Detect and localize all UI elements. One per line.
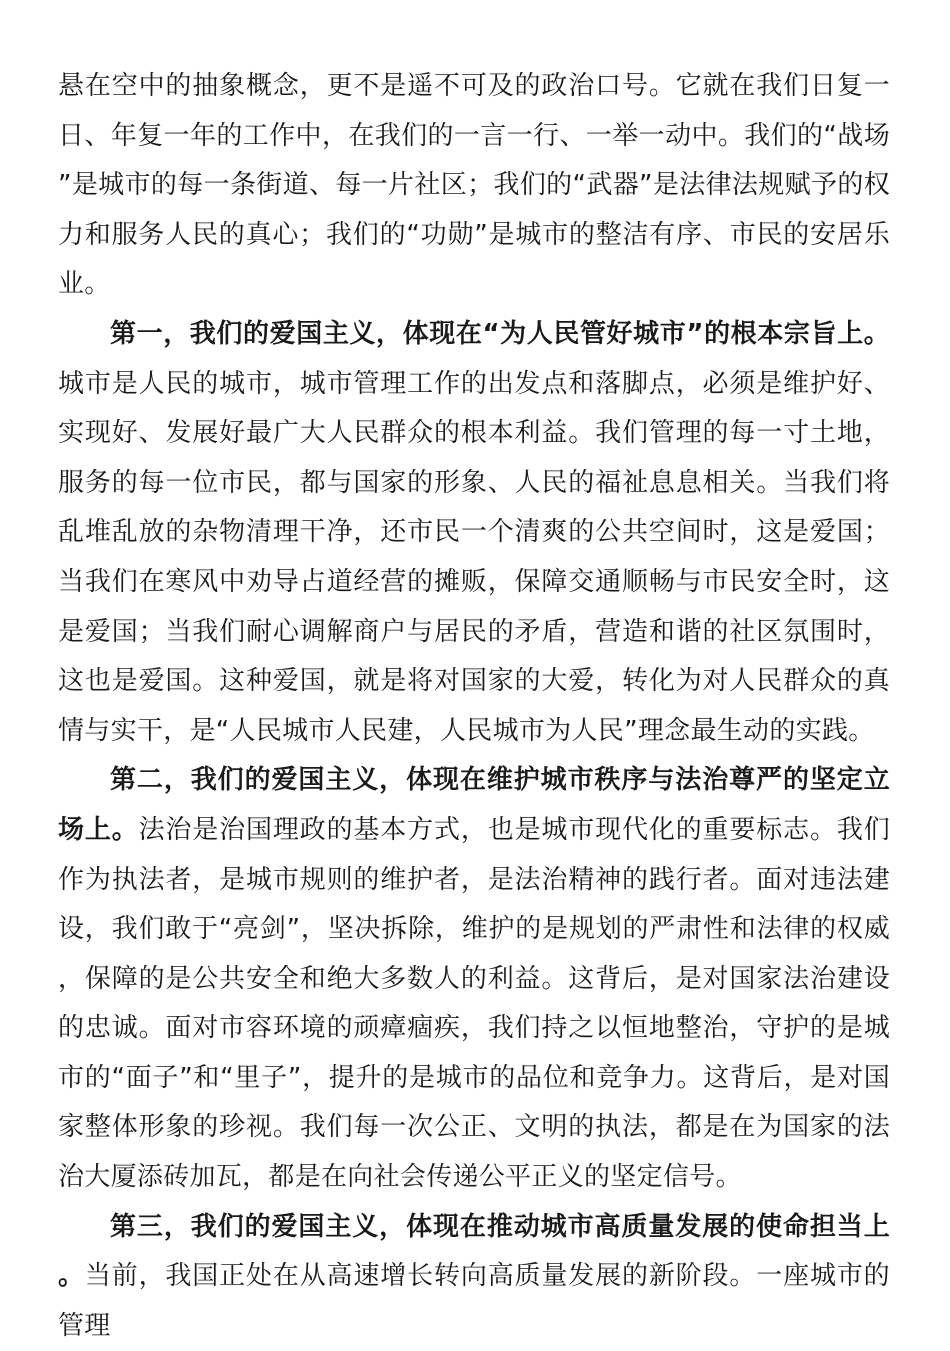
paragraph-heading: 第三，我们的爱国主义，体现在推动城市高质量发展的使命担当上。 [58,1211,890,1292]
paragraph-second-point [58,756,890,1202]
paragraph-first-point [58,310,890,756]
paragraph-heading: 第二，我们的爱国主义，体现在维护城市秩序与法治尊严的坚定立场上。 [58,765,890,845]
paragraph-body: 城市是人民的城市，城市管理工作的出发点和落脚点，必须是维护好、实现好、发展好最广大人民群众的根本利益。我们管理的每一寸土地，服务的每一位市民，都与国家的形象、人民的福祉息息相关。当我们将乱堆乱放的杂物清理干净，还市民一个清爽的公共空间时，这是爱国；当我们在寒风中劝导占道经营的摊贩，保障交通顺畅与市民安全时，这是爱国；当我们耐心调解商户与居民的矛盾，营造和谐的社区氛围时，这也是爱国。这种爱国，就是将对国家的大爱，转化为对人民群众的真情与实干，是“人民城市人民建，人民城市为人民”理念最生动的实践。 [58,368,890,746]
paragraph-heading: 第一，我们的爱国主义，体现在“为人民管好城市”的根本宗旨上。 [110,318,890,349]
paragraph-body: 当前，我国正处在从高速增长转向高质量发展的新阶段。一座城市的管理 [58,1261,890,1341]
paragraph-continuation [58,62,890,310]
paragraph-body: 法治是治国理政的基本方式，也是城市现代化的重要标志。我们作为执法者，是城市规则的维护者，是法治精神的践行者。面对违法建设，我们敢于“亮剑”，坚决拆除，维护的是规划的严肃性和法律的权威，保障的是公共安全和绝大多数人的利益。这背后，是对国家法治建设的忠诚。面对市容环境的顽瘴痼疾，我们持之以恒地整治，守护的是城市的“面子”和“里子”，提升的是城市的品位和竞争力。这背后，是对国家整体形象的珍视。我们每一次公正、文明的执法，都是在为国家的法治大厦添砖加瓦，都是在向社会传递公平正义的坚定信号。 [58,814,890,1193]
paragraph-body: 悬在空中的抽象概念，更不是遥不可及的政治口号。它就在我们日复一日、年复一年的工作中，在我们的一言一行、一举一动中。我们的“战场”是城市的每一条街道、每一片社区；我们的“武器”是法律法规赋予的权力和服务人民的真心；我们的“功勋”是城市的整洁有序、市民的安居乐业。 [58,71,890,300]
paragraph-third-point [58,1203,890,1351]
